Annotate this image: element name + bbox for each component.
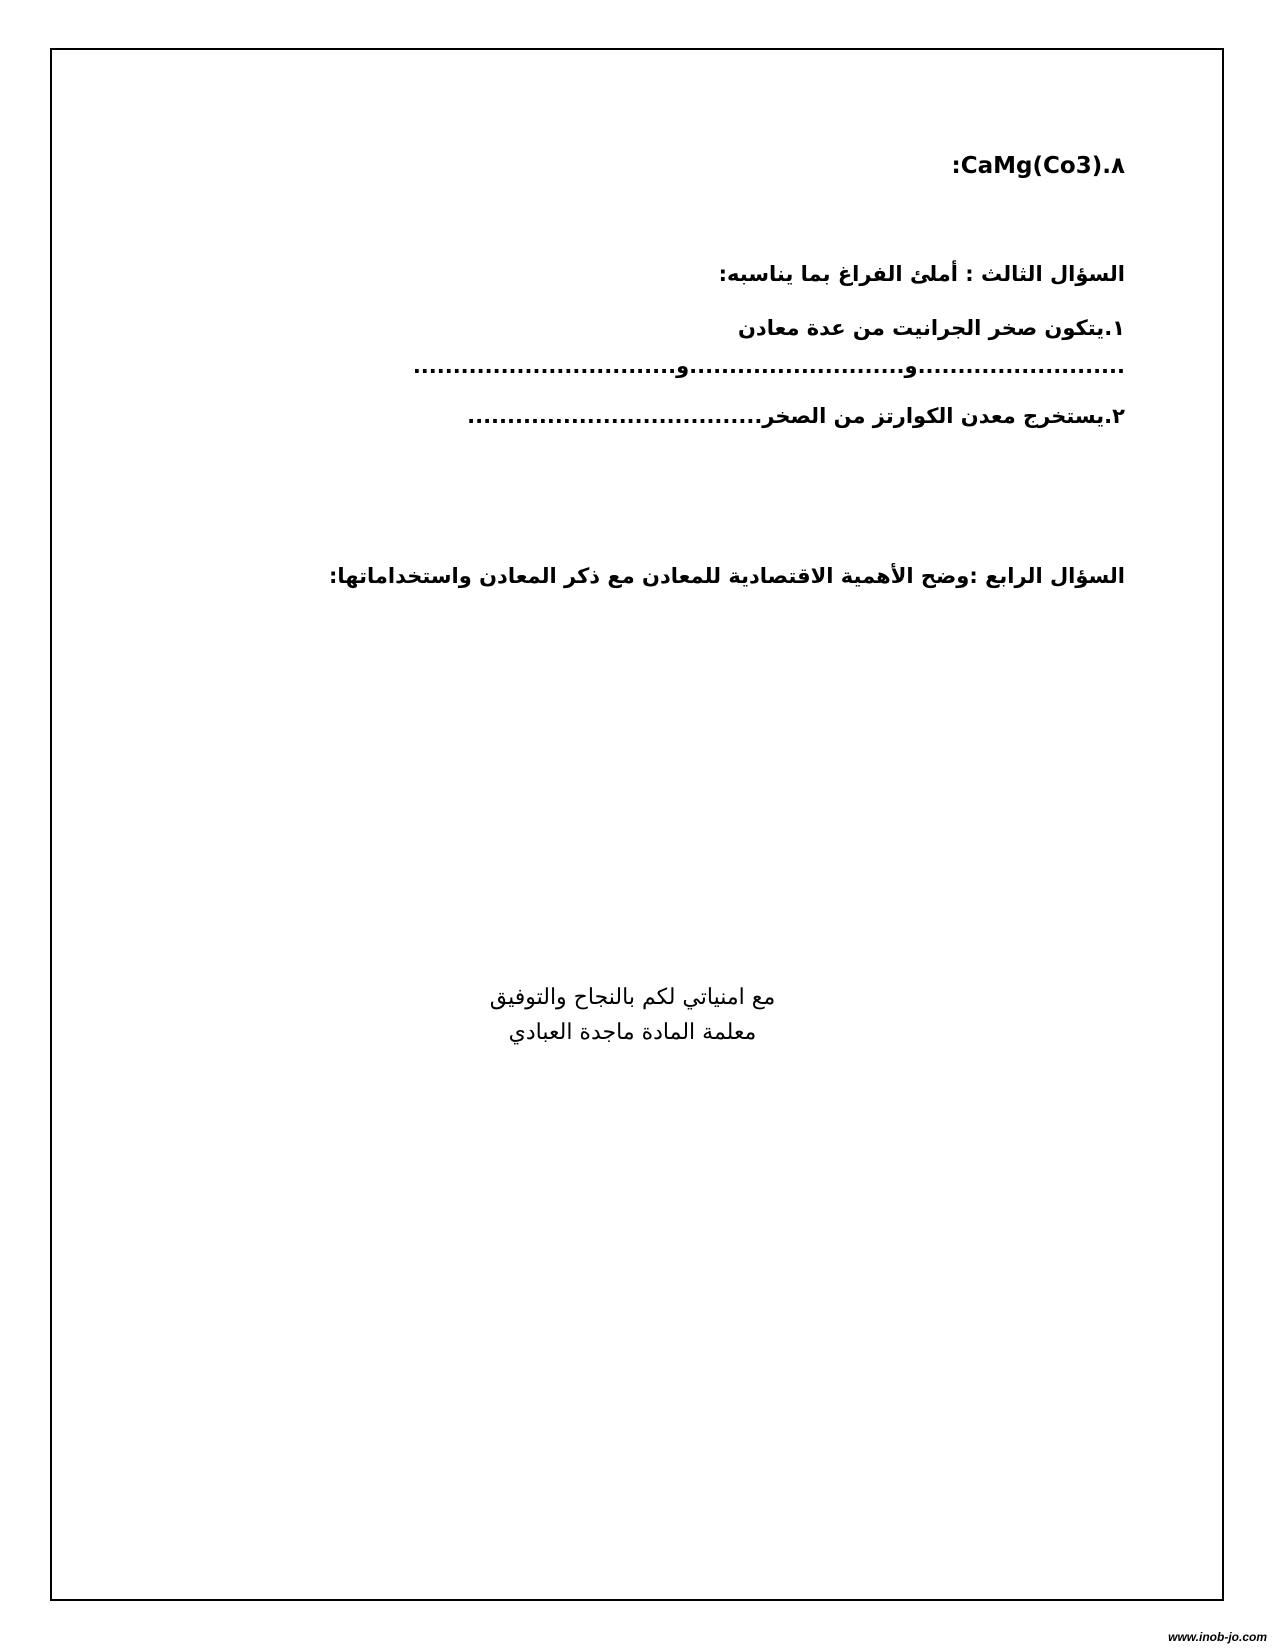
question-3-blank-line: .................................و...........................و.......................... xyxy=(412,354,1125,378)
closing-wish: مع امنياتي لكم بالنجاح والتوفيق xyxy=(489,985,776,1010)
question-3-item-2: ٢.يستخرج معدن الكوارتز من الصخر..................................... xyxy=(467,404,1125,428)
footer-url: www.inob-jo.com xyxy=(1168,1630,1267,1644)
question-4-title: السؤال الرابع :وضح الأهمية الاقتصادية للمعادن مع ذكر المعادن واستخداماتها: xyxy=(328,564,1125,588)
teacher-signature-line: معلمة المادة ماجدة العبادي xyxy=(508,1020,757,1045)
question-3-title: السؤال الثالث : أملئ الفراغ بما يناسبه: xyxy=(718,262,1125,286)
item-8-formula: :CaMg(Co3).٨ xyxy=(951,153,1125,179)
question-3-item-1: ١.يتكون صخر الجرانيت من عدة معادن xyxy=(738,316,1125,340)
